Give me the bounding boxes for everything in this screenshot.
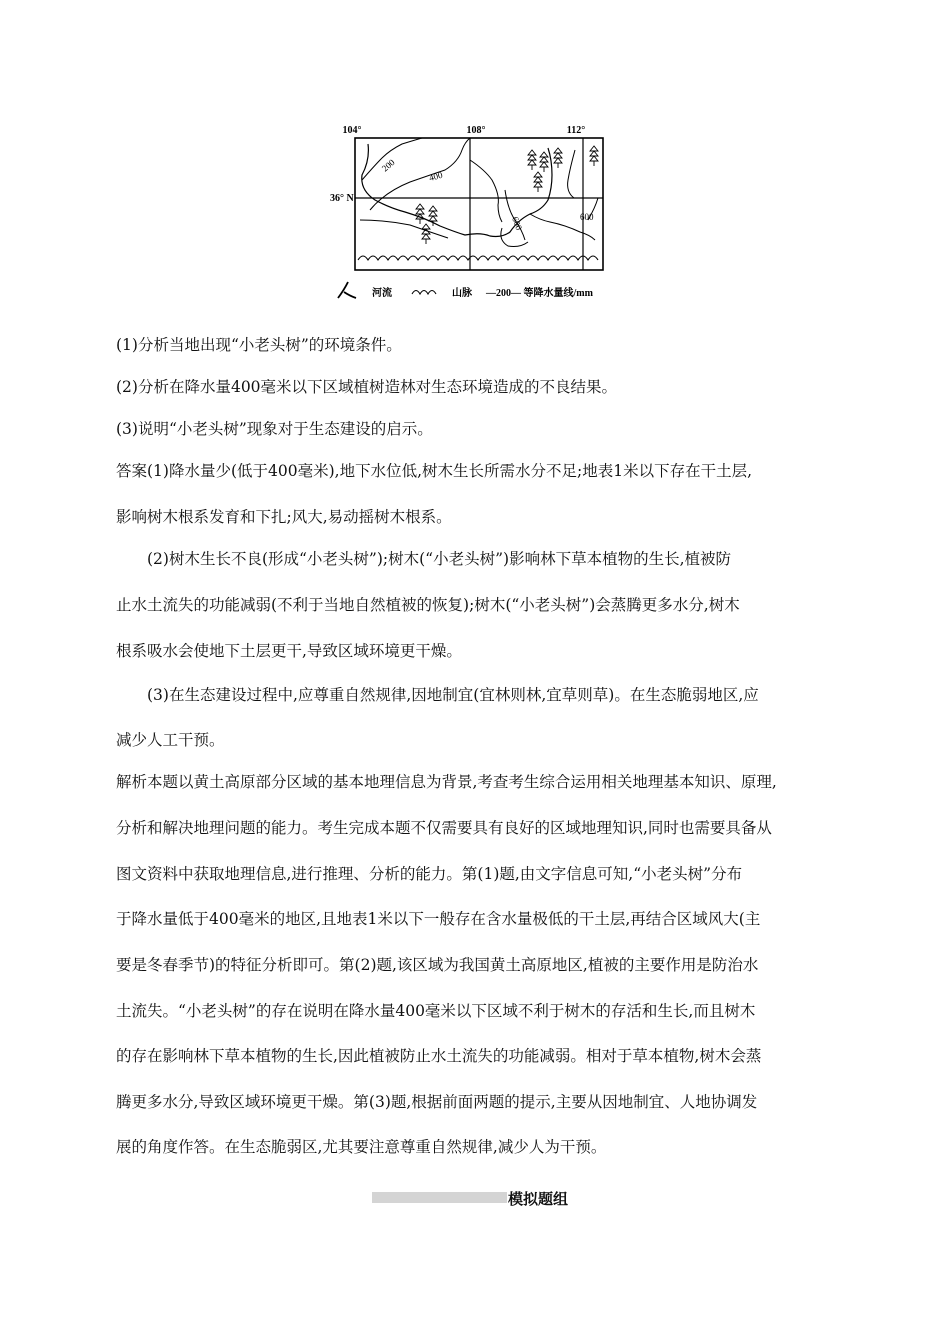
map-frame <box>355 138 603 270</box>
isohyet-200 <box>362 138 422 180</box>
answer-line: 止水土流失的功能减弱(不利于当地自然植被的恢复);树木(“小老头树”)会蒸腾更多水分,树木 <box>116 596 740 614</box>
section-heading-bar <box>372 1192 507 1203</box>
analysis-line: 解析本题以黄土高原部分区域的基本地理信息为背景,考查考生综合运用相关地理基本知识、原理, <box>116 773 777 791</box>
analysis-line: 图文资料中获取地理信息,进行推理、分析的能力。第(1)题,由文字信息可知,“小老头树”分布 <box>116 865 743 883</box>
legend-mountain-symbol <box>412 291 436 295</box>
isohyet-label-600-west: 600 <box>510 215 525 232</box>
answer-line: 影响树木根系发育和下扎;风大,易动摇树木根系。 <box>116 508 452 526</box>
legend-mountain-label: 山脉 <box>452 288 472 299</box>
question-3: (3)说明“小老头树”现象对于生态建设的启示。 <box>116 420 433 438</box>
answer-line: 根系吸水会使地下土层更干,导致区域环境更干燥。 <box>116 642 462 660</box>
section-title: 模拟题组 <box>508 1190 569 1208</box>
analysis-line: 展的角度作答。在生态脆弱区,尤其要注意尊重自然规律,减少人为干预。 <box>116 1138 607 1156</box>
analysis-line: 土流失。“小老头树”的存在说明在降水量400毫米以下区域不利于树木的存活和生长,而且树木 <box>116 1002 756 1020</box>
isohyet-label-400: 400 <box>427 169 444 183</box>
answer-line: 减少人工干预。 <box>116 731 225 749</box>
river-branch-1 <box>470 160 502 222</box>
isohyet-label-200: 200 <box>379 157 397 174</box>
lon-label-112: 112° <box>566 125 586 136</box>
legend-river-symbol <box>338 282 356 298</box>
analysis-line: 分析和解决地理问题的能力。考生完成本题不仅需要具有良好的区域地理知识,同时也需要具备从 <box>116 819 772 837</box>
isohyet-label-600-east: 600 <box>580 212 594 222</box>
region-map <box>330 120 640 305</box>
question-2: (2)分析在降水量400毫米以下区域植树造林对生态环境造成的不良结果。 <box>116 378 618 396</box>
analysis-line: 要是冬春季节)的特征分析即可。第(2)题,该区域为我国黄土高原地区,植被的主要作用是防治水 <box>116 956 759 974</box>
answer-line: 答案(1)降水量少(低于400毫米),地下水位低,树木生长所需水分不足;地表1米以下存在干土层, <box>116 462 753 480</box>
legend-river-label: 河流 <box>372 288 392 299</box>
river-branch-4 <box>568 150 575 198</box>
analysis-line: 腾更多水分,导致区域环境更干燥。第(3)题,根据前面两题的提示,主要从因地制宜、人地协调发 <box>116 1093 758 1111</box>
lon-label-104: 104° <box>342 125 362 136</box>
answer-line: (3)在生态建设过程中,应尊重自然规律,因地制宜(宜林则林,宜草则草)。在生态脆弱地区,应 <box>147 686 759 704</box>
legend-isohyet-label: —200— 等降水量线/mm <box>486 288 593 299</box>
lat-label-36: 36° N <box>330 193 354 204</box>
mountain-range <box>358 256 598 260</box>
question-1: (1)分析当地出现“小老头树”的环境条件。 <box>116 336 402 354</box>
answer-line: (2)树木生长不良(形成“小老头树”);树木(“小老头树”)影响林下草本植物的生长,植被防 <box>147 550 731 568</box>
analysis-line: 于降水量低于400毫米的地区,且地表1米以下一般存在含水量极低的干土层,再结合区域风大(主 <box>116 910 761 928</box>
lon-label-108: 108° <box>466 125 486 136</box>
analysis-line: 的存在影响林下草本植物的生长,因此植被防止水土流失的功能减弱。相对于草本植物,树木会蒸 <box>116 1047 762 1065</box>
isohyet-400 <box>370 138 470 210</box>
